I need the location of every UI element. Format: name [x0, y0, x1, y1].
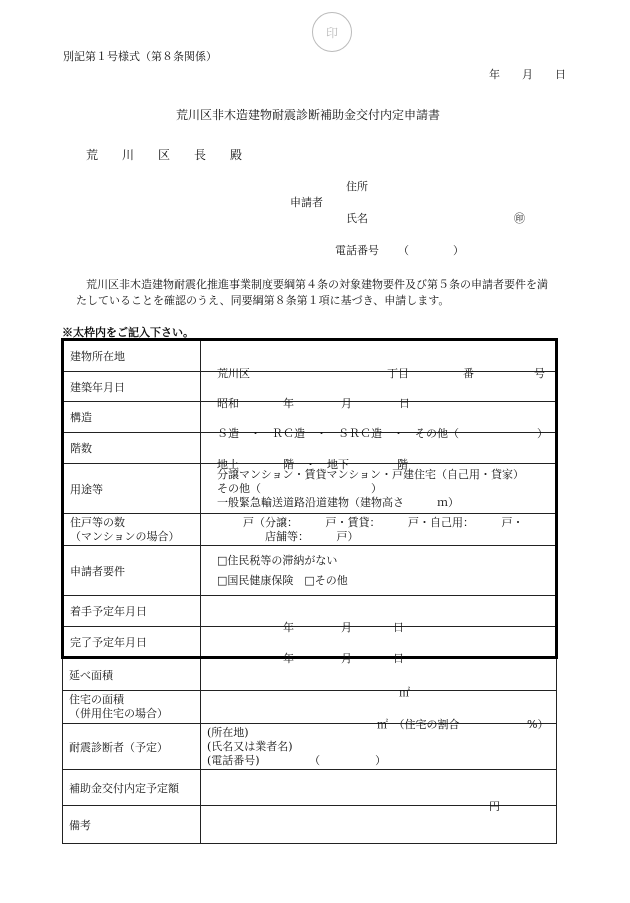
instruction-note: ※太枠内をご記入下さい。	[62, 326, 194, 339]
location-ban: 番	[463, 367, 474, 380]
location-chome: 丁目	[387, 367, 409, 380]
finish-month: 月	[341, 651, 352, 665]
diagnostician-phone: (電話番号) （ ）	[207, 753, 387, 767]
body-text-line1: 荒川区非木造建物耐震化推進事業制度要綱第４条の対象建物要件及び第５条の申請者要件を満	[86, 278, 548, 291]
finish-label: 完了予定年月日	[63, 627, 201, 658]
applicant-seal-mark: ㊞	[514, 212, 525, 225]
start-year: 年	[283, 621, 294, 634]
floor-area-unit: ㎡	[399, 685, 410, 699]
diagnostician-address: (所在地)	[207, 725, 249, 739]
page-title: 荒川区非木造建物耐震診断補助金交付内定申請書	[176, 108, 441, 122]
start-day: 日	[393, 621, 404, 634]
applicant-phone-paren: （ ）	[398, 244, 464, 257]
built-field[interactable]	[201, 372, 557, 410]
structure-label: 構造	[63, 402, 201, 433]
finish-field[interactable]	[201, 627, 557, 665]
seal-stamp-circle	[312, 12, 352, 52]
row-built	[63, 372, 557, 402]
applicant-phone-label: 電話番号	[335, 244, 379, 257]
row-units	[63, 514, 557, 546]
diagnostician-name: (氏名又は業者名)	[207, 739, 293, 753]
location-field[interactable]	[201, 340, 557, 380]
subsidy-field[interactable]	[201, 770, 557, 813]
use-line3: 一般緊急輸送道路沿道建物（建物高さ ｍ）	[217, 495, 459, 509]
built-era: 昭和	[217, 396, 239, 410]
body-text-line2: たしていることを確認のうえ、同要綱第８条第１項に基づき、申請します。	[76, 294, 450, 307]
housing-area-pct: %）	[527, 718, 549, 731]
remarks-field[interactable]	[201, 806, 557, 844]
housing-area-label: 住宅の面積	[69, 693, 124, 706]
row-location	[63, 340, 557, 372]
form-reference: 別記第１号様式（第８条関係）	[63, 50, 217, 63]
floors-label: 階数	[63, 433, 201, 464]
housing-area-unit: ㎡ （住宅の割合	[377, 718, 460, 731]
subsidy-label: 補助金交付内定予定額	[63, 770, 201, 806]
application-form-table	[61, 338, 558, 844]
location-go: 号	[534, 367, 545, 380]
use-field[interactable]	[201, 464, 557, 514]
built-label: 建築年月日	[63, 372, 201, 402]
use-line2: その他（ ）	[217, 481, 382, 495]
floors-kai-basement: 階 ・ 地下	[283, 458, 349, 471]
floors-above: 地上	[217, 458, 239, 471]
use-line1: 分譲マンション・賃貸マンション・戸建住宅（自己用・貸家）	[217, 467, 525, 481]
diagnostician-label: 耐震診断者（予定）	[63, 724, 201, 770]
floors-kai: 階	[397, 458, 408, 471]
structure-field[interactable]	[201, 402, 557, 440]
addressee: 荒 川 区 長 殿	[86, 148, 243, 162]
units-line2: 店舗等： 戸）	[265, 529, 359, 543]
units-label: 住戸等の数	[70, 515, 125, 529]
row-finish-date	[63, 627, 557, 658]
location-ward: 荒川区	[217, 367, 250, 380]
housing-area-label-cell	[63, 691, 201, 724]
remarks-label: 備考	[63, 806, 201, 844]
use-label: 用途等	[63, 464, 201, 514]
applicant-name-label: 氏名	[346, 212, 368, 225]
built-day: 日	[399, 396, 410, 410]
applicant-address-label: 住所	[346, 180, 368, 193]
structure-options: Ｓ造 ・ ＲＣ造 ・ ＳＲＣ造 ・ その他（	[217, 427, 459, 440]
subsidy-unit: 円	[489, 799, 500, 813]
requirement-insurance-checkbox[interactable]: □国民健康保険 □その他	[217, 573, 348, 587]
built-year: 年	[283, 396, 294, 410]
row-floor-area	[63, 658, 557, 691]
finish-year: 年	[283, 651, 294, 665]
row-structure	[63, 402, 557, 433]
date-line: 年 月 日	[489, 68, 566, 81]
row-housing-area	[63, 691, 557, 724]
floor-area-label: 延べ面積	[63, 658, 201, 691]
applicant-role-label: 申請者	[290, 196, 323, 209]
finish-day: 日	[393, 651, 404, 665]
row-requirements	[63, 546, 557, 596]
floor-area-field[interactable]	[201, 658, 557, 699]
housing-area-field[interactable]	[201, 691, 557, 731]
requirements-label: 申請者要件	[63, 546, 201, 596]
start-month: 月	[341, 621, 352, 634]
units-line1: 戸（分譲： 戸・賃貸： 戸・自己用： 戸・	[243, 515, 524, 529]
location-label: 建物所在地	[63, 340, 201, 372]
units-label-cell	[63, 514, 201, 546]
units-field[interactable]	[201, 514, 557, 546]
seal-mark: 印	[325, 25, 338, 40]
requirements-field	[201, 546, 557, 596]
row-remarks	[63, 806, 557, 844]
row-subsidy	[63, 770, 557, 806]
structure-close: ）	[537, 427, 548, 440]
start-label: 着手予定年月日	[63, 596, 201, 627]
row-start-date	[63, 596, 557, 627]
row-diagnostician	[63, 724, 557, 770]
built-month: 月	[341, 396, 352, 410]
housing-area-label-note: （併用住宅の場合）	[69, 707, 168, 720]
requirement-tax-checkbox[interactable]: □住民税等の滞納がない	[217, 553, 338, 567]
start-field[interactable]	[201, 596, 557, 634]
units-label-note: （マンションの場合）	[70, 529, 180, 543]
